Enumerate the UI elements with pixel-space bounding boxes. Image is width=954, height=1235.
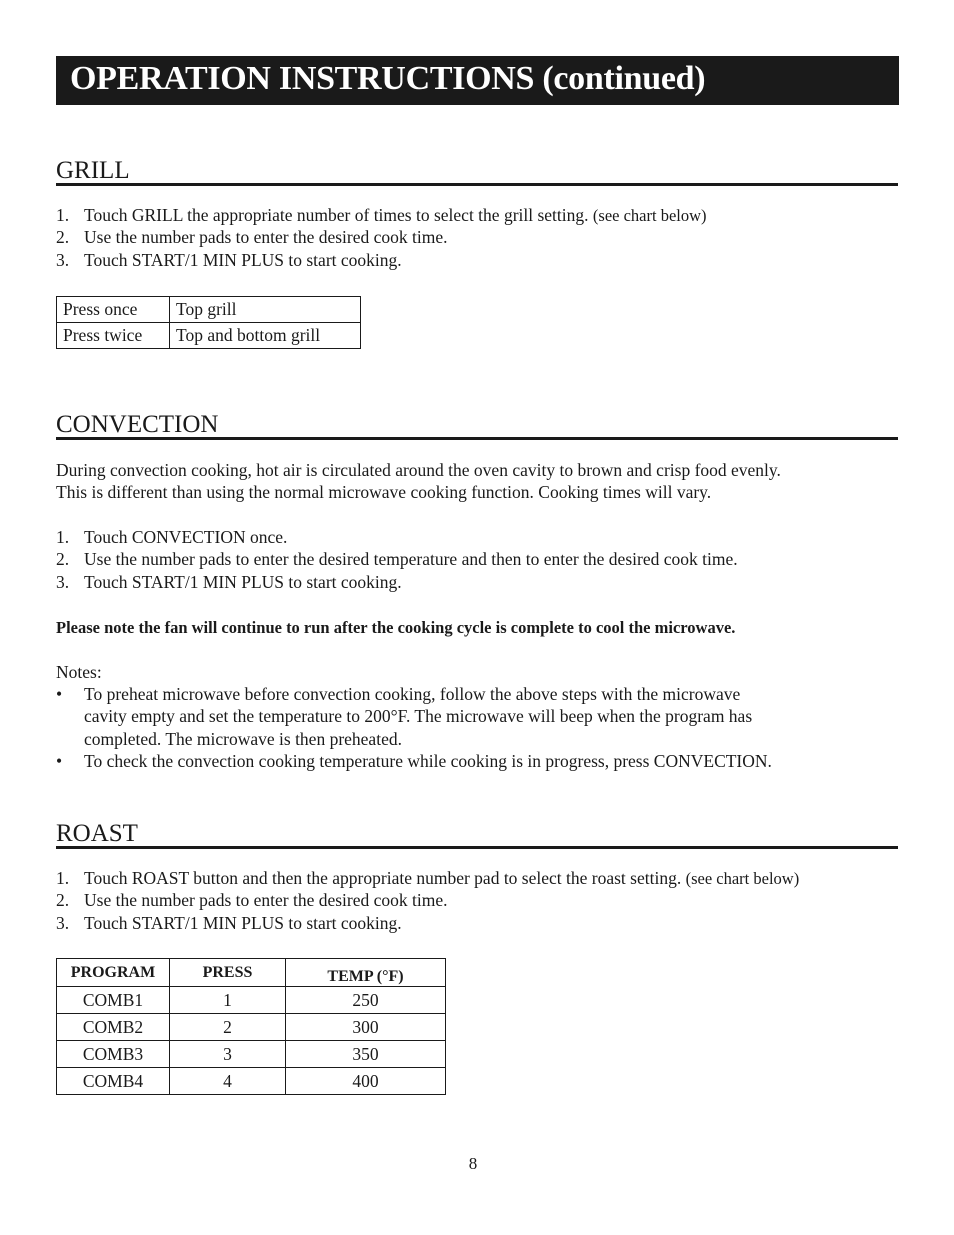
grill-settings-table bbox=[56, 296, 361, 349]
table-cell: Top and bottom grill bbox=[170, 323, 361, 349]
convection-heading-text: CONVECTION bbox=[56, 411, 219, 438]
table-cell: COMB3 bbox=[57, 1041, 170, 1068]
table-header-row bbox=[57, 959, 446, 987]
column-header: TEMP (°F) bbox=[286, 959, 446, 987]
roast-step-1-text: Touch ROAST button and then the appropriate number pad to select the roast setting. bbox=[84, 868, 682, 888]
grill-heading-text: GRILL bbox=[56, 157, 130, 184]
table-row bbox=[57, 987, 446, 1014]
table-cell: 350 bbox=[286, 1041, 446, 1068]
table-cell: Top grill bbox=[170, 297, 361, 323]
table-row bbox=[57, 323, 361, 349]
page-title: OPERATION INSTRUCTIONS (continued) bbox=[70, 60, 706, 97]
table-cell: 300 bbox=[286, 1014, 446, 1041]
table-cell: Press once bbox=[57, 297, 170, 323]
convection-intro-line-2: This is different than using the normal microwave cooking function. Cooking times will vary. bbox=[56, 482, 712, 502]
page-title-bar bbox=[56, 56, 899, 105]
table-cell: COMB4 bbox=[57, 1068, 170, 1095]
roast-section-heading bbox=[56, 815, 898, 849]
table-cell: COMB1 bbox=[57, 987, 170, 1014]
column-header: PROGRAM bbox=[57, 959, 170, 987]
convection-fan-note: Please note the fan will continue to run after the cooking cycle is complete to cool the microwave. bbox=[56, 618, 736, 637]
table-cell: 2 bbox=[170, 1014, 286, 1041]
grill-section-heading bbox=[56, 152, 898, 186]
table-cell: 400 bbox=[286, 1068, 446, 1095]
table-cell: 4 bbox=[170, 1068, 286, 1095]
table-row bbox=[57, 297, 361, 323]
page-number: 8 bbox=[468, 1154, 478, 1173]
table-row bbox=[57, 1041, 446, 1068]
table-row bbox=[57, 1014, 446, 1041]
roast-heading-text: ROAST bbox=[56, 820, 138, 847]
table-cell: Press twice bbox=[57, 323, 170, 349]
roast-settings-table bbox=[56, 958, 446, 1095]
table-cell: 1 bbox=[170, 987, 286, 1014]
table-cell: 3 bbox=[170, 1041, 286, 1068]
convection-intro-line-1: During convection cooking, hot air is circulated around the oven cavity to brown and crisp food evenly. bbox=[56, 460, 781, 480]
convection-section-heading bbox=[56, 406, 898, 440]
column-header: PRESS bbox=[170, 959, 286, 987]
notes-label: Notes: bbox=[56, 662, 102, 682]
bullet-icon: • bbox=[56, 684, 63, 704]
bullet-icon: • bbox=[56, 751, 63, 771]
grill-step-1-text: Touch GRILL the appropriate number of times to select the grill setting. bbox=[84, 205, 589, 225]
table-cell: 250 bbox=[286, 987, 446, 1014]
grill-step-1-note: (see chart below) bbox=[592, 206, 707, 225]
table-row bbox=[57, 1068, 446, 1095]
roast-step-1-note: (see chart below) bbox=[685, 869, 800, 888]
table-cell: COMB2 bbox=[57, 1014, 170, 1041]
